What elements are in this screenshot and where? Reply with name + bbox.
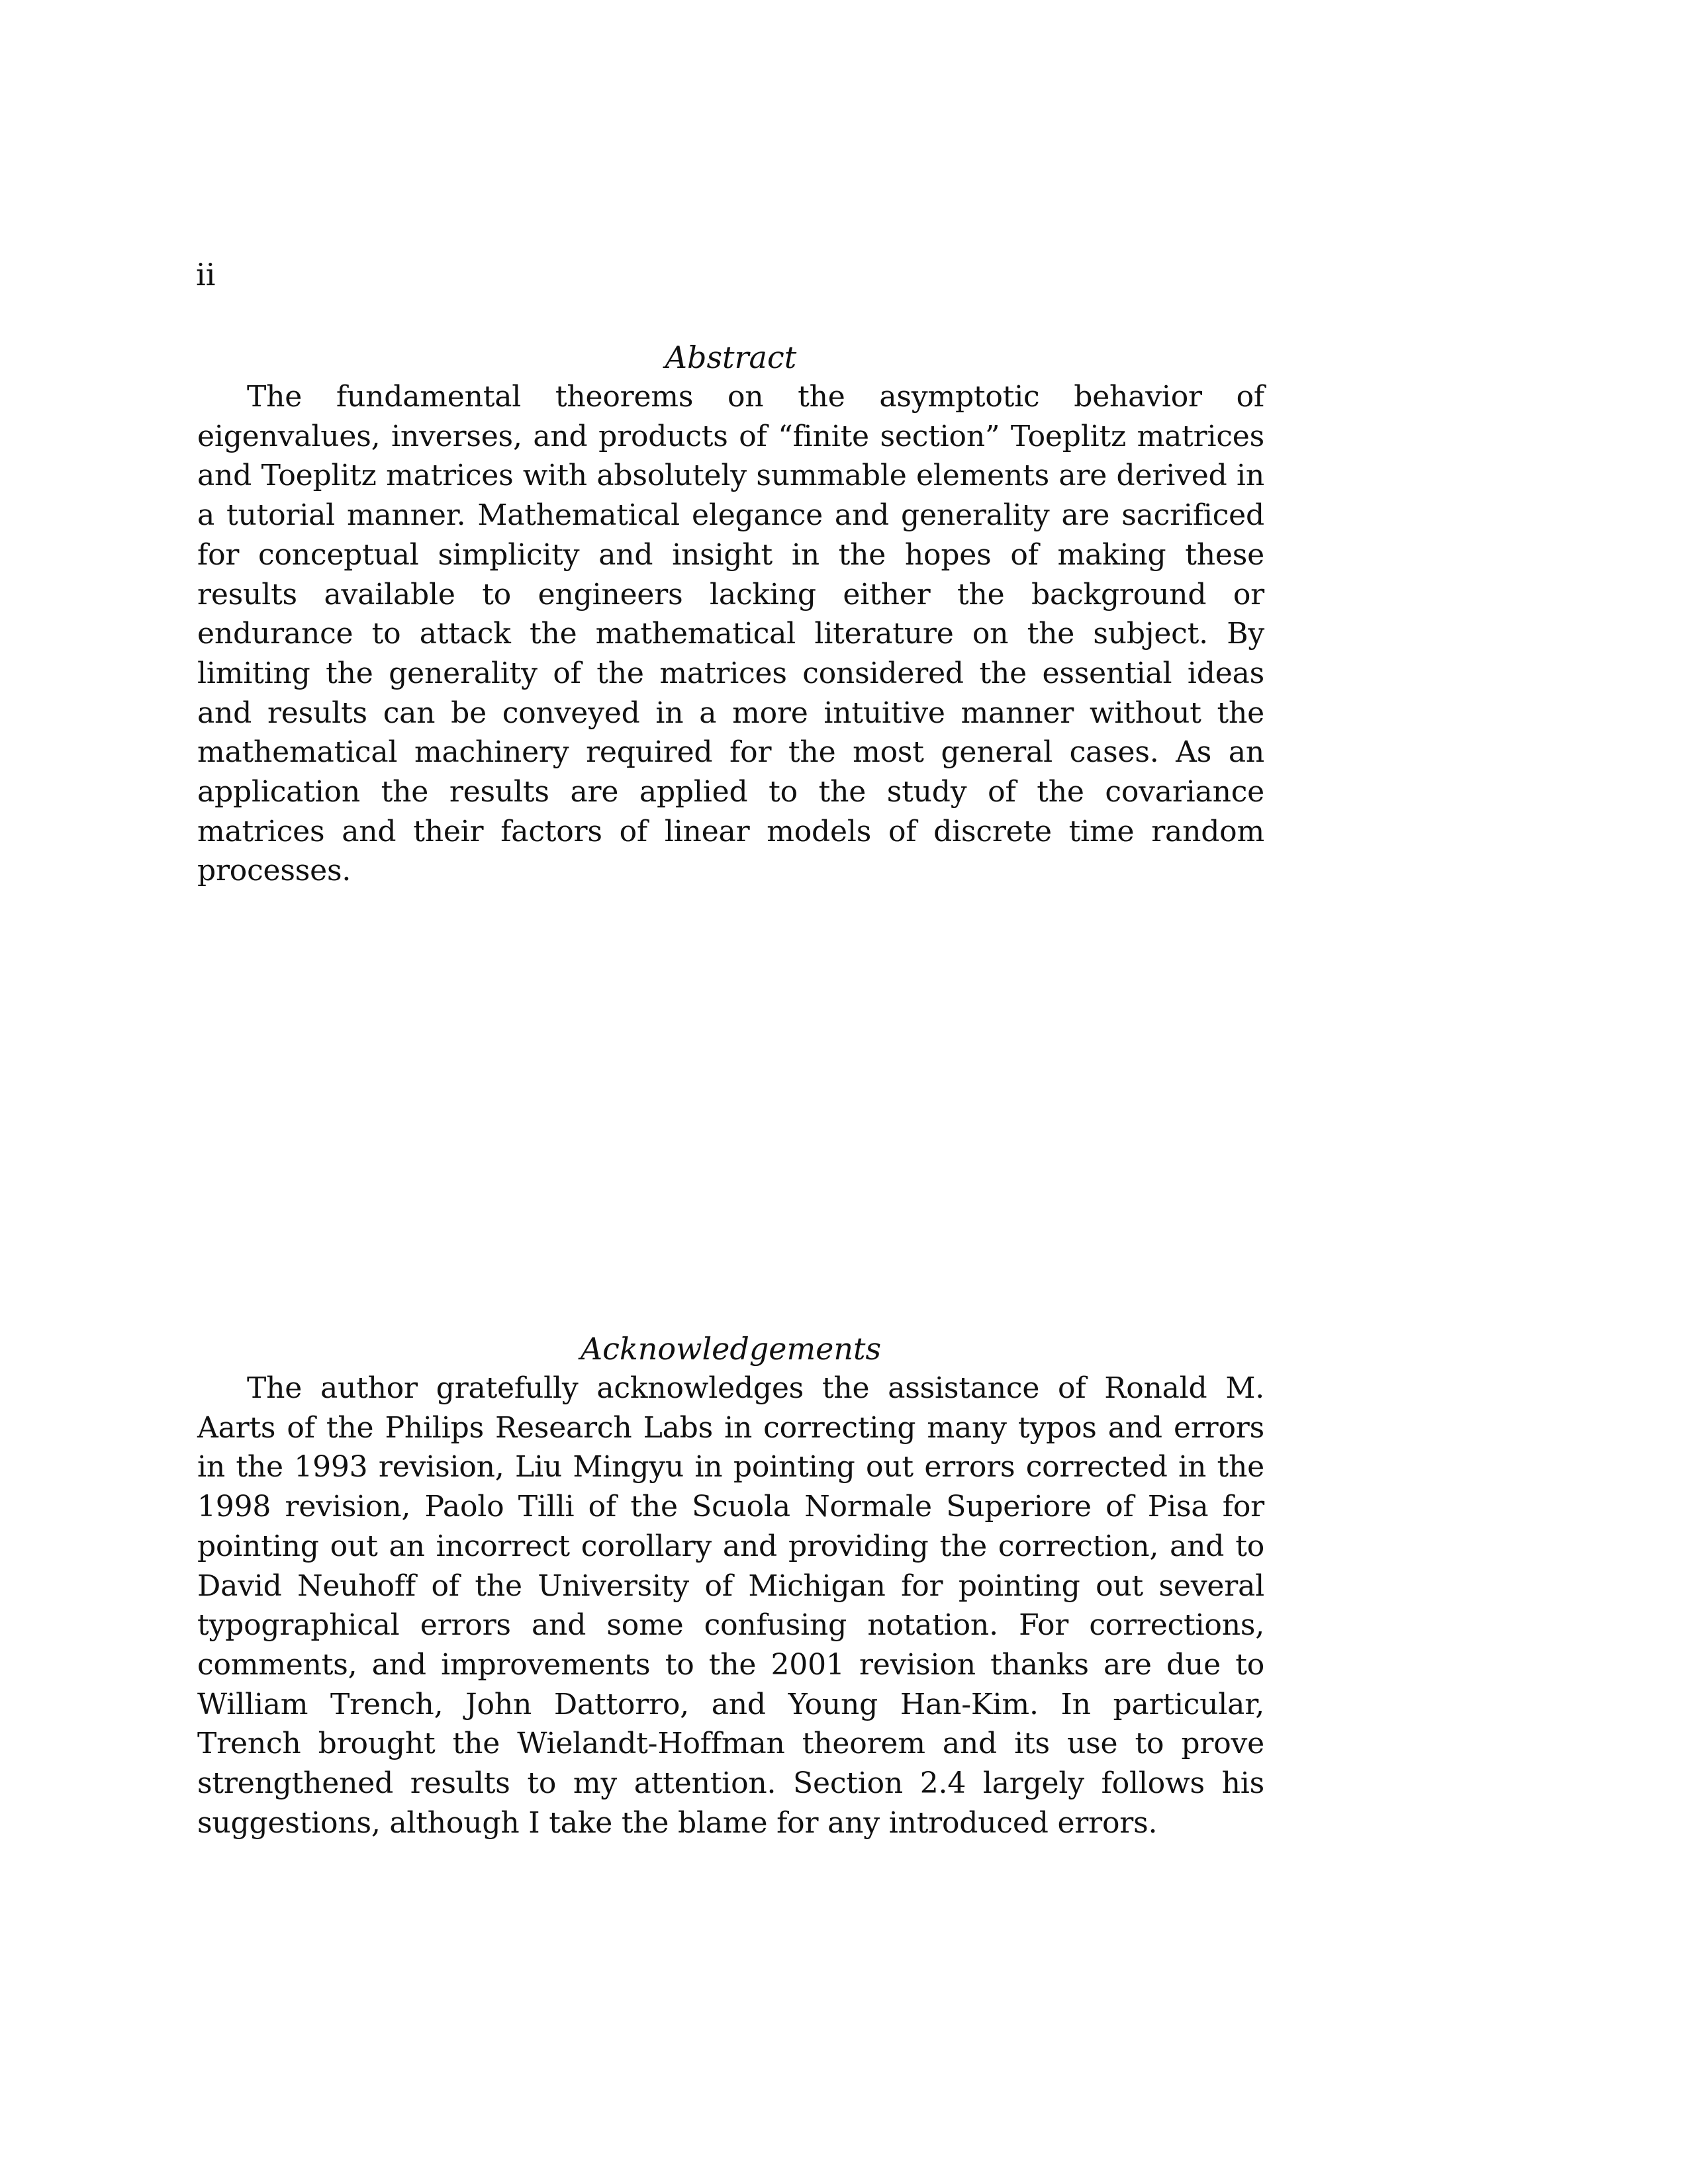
- abstract-heading: Abstract: [665, 340, 797, 375]
- abstract-section: [197, 338, 1264, 891]
- acknowledgements-heading: Acknowledgements: [580, 1331, 882, 1367]
- abstract-body: The fundamental theorems on the asymptotic behavior of eigenvalues, inverses, and products of “finite section” Toeplitz matrices and Toeplitz matrices with absolutely summable elements are derived in a tutorial manner. Mathematical elegance and generality are sacrificed for conceptual simplicity and insight in the hopes of making these results available to engineers lacking either the background or endurance to attack the mathematical literature on the subject. By limiting the generality of the matrices considered the essential ideas and results can be conveyed in a more intuitive manner without the mathematical machinery required for the most general cases. As an application the results are applied to the study of the covariance matrices and their factors of linear models of discrete time random processes.: [197, 380, 1264, 888]
- page-number: ii: [196, 257, 216, 293]
- acknowledgements-body: The author gratefully acknowledges the assistance of Ronald M. Aarts of the Philips Research Labs in correcting many typos and errors in the 1993 revision, Liu Mingyu in pointing out errors corrected in the 1998 revision, Paolo Tilli of the Scuola Normale Superiore of Pisa for pointing out an incorrect corollary and providing the correction, and to David Neuhoff of the University of Michigan for pointing out several typographical errors and some confusing notation. For corrections, comments, and improvements to the 2001 revision thanks are due to William Trench, John Dattorro, and Young Han-Kim. In particular, Trench brought the Wielandt-Hoffman theorem and its use to prove strengthened results to my attention. Section 2.4 largely follows his suggestions, although I take the blame for any introduced errors.: [197, 1371, 1264, 1840]
- acknowledgements-section: [197, 1329, 1264, 1843]
